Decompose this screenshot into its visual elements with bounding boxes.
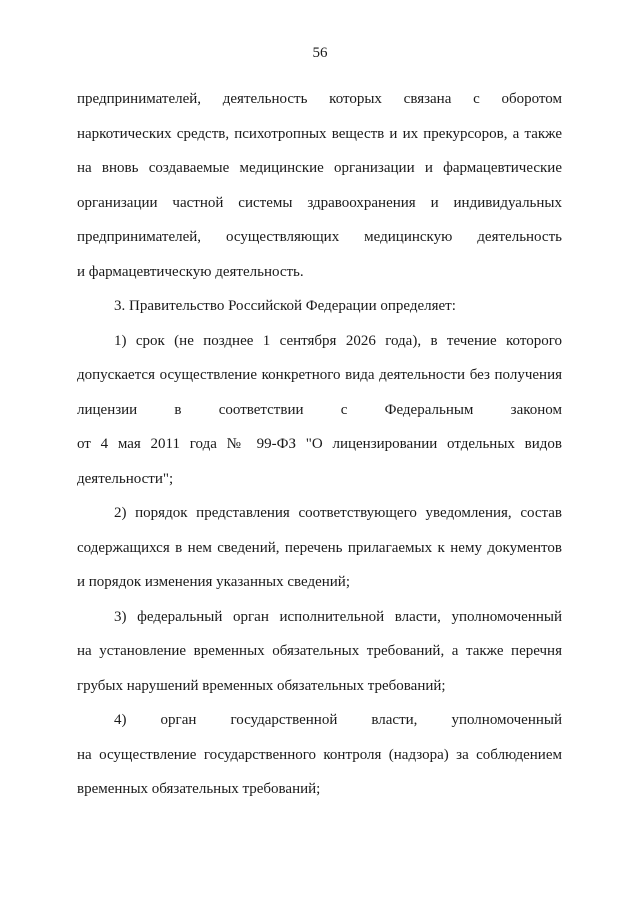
text-line: 1) срок (не позднее 1 сентября 2026 года), в течение которого xyxy=(114,332,562,349)
text-line: на установление временных обязательных требований, а также перечня xyxy=(77,643,562,659)
text-line: 2) порядок представления соответствующего уведомления, состав xyxy=(114,505,562,521)
paragraph-item-2 xyxy=(77,496,562,600)
text-line: и порядок изменения указанных сведений; xyxy=(77,574,350,590)
text-line: наркотических средств, психотропных веществ и их прекурсоров, а также xyxy=(77,125,562,142)
text-line: от 4 мая 2011 года № 99-ФЗ "О лицензировании отдельных видов xyxy=(77,436,562,452)
paragraph-item-3 xyxy=(77,600,562,704)
text-line: содержащихся в нем сведений, перечень прилагаемых к нему документов xyxy=(77,539,562,556)
page-number: 56 xyxy=(312,45,328,61)
text-line: на вновь создаваемые медицинские организации и фармацевтические xyxy=(77,160,562,176)
text-line: 3) федеральный орган исполнительной власти, уполномоченный xyxy=(114,608,562,625)
text-line: предпринимателей, деятельность которых связана с оборотом xyxy=(77,91,562,107)
text-line: организации частной системы здравоохранения и индивидуальных xyxy=(77,194,562,211)
paragraph-clause-3 xyxy=(77,289,562,324)
text-line: временных обязательных требований; xyxy=(77,781,321,797)
text-line: лицензии в соответствии с Федеральным законом xyxy=(77,401,562,418)
paragraph-item-4 xyxy=(77,703,562,807)
text-line: допускается осуществление конкретного вида деятельности без получения xyxy=(77,367,562,383)
text-line: предпринимателей, осуществляющих медицинскую деятельность xyxy=(77,229,562,245)
text-line: на осуществление государственного контроля (надзора) за соблюдением xyxy=(77,746,562,763)
text-line: 3. Правительство Российской Федерации определяет: xyxy=(114,298,456,314)
text-line: грубых нарушений временных обязательных требований; xyxy=(77,677,446,694)
paragraph-item-1 xyxy=(77,324,562,497)
text-line: деятельности"; xyxy=(77,470,174,487)
text-line: и фармацевтическую деятельность. xyxy=(77,263,304,280)
document-body xyxy=(77,82,562,807)
text-line: 4) орган государственной власти, уполномоченный xyxy=(114,712,562,728)
paragraph-continuation xyxy=(77,82,562,289)
